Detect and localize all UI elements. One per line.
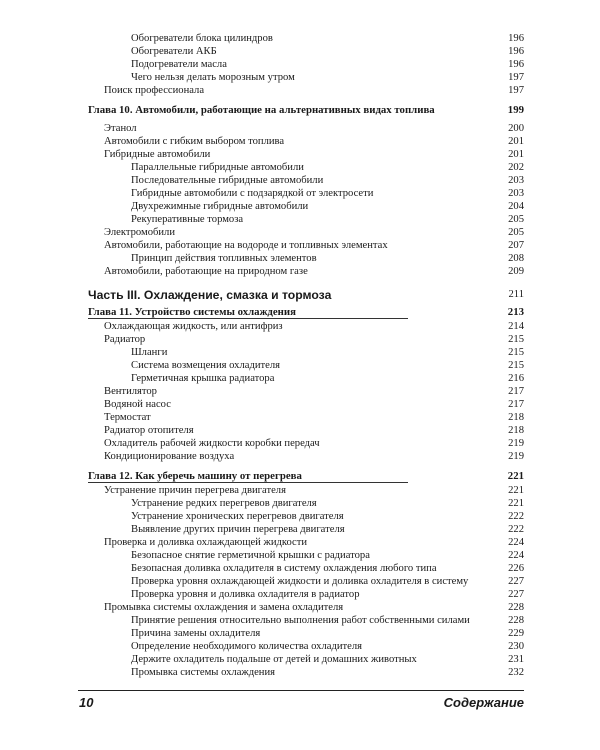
toc-entry-title: Охлаждающая жидкость, или антифриз	[104, 321, 283, 332]
toc-entry	[104, 450, 524, 464]
toc-entry-page: 219	[508, 438, 524, 449]
toc-entry-title: Глава 12. Как уберечь машину от перегрева	[88, 470, 302, 482]
toc-entry-title: Герметичная крышка радиатора	[131, 373, 275, 384]
toc-entry	[131, 549, 524, 563]
toc-entry-page: 226	[508, 563, 524, 574]
toc-entry-title: Промывка системы охлаждения	[131, 667, 276, 678]
toc-entry-page: 205	[508, 214, 524, 225]
toc-entry-page: 221	[508, 498, 524, 509]
toc-entry-title: Принятие решения относительно выполнения работ собственными силами	[131, 615, 470, 626]
toc-entry	[104, 226, 524, 240]
toc-entry-title: Кондиционирование воздуха	[104, 451, 235, 462]
toc-entry-title: Обогреватели блока цилиндров	[131, 33, 273, 44]
toc-entry	[104, 84, 524, 98]
toc-entry	[131, 213, 524, 227]
toc-entry	[131, 71, 524, 85]
toc-chapter	[88, 305, 524, 319]
toc-entry-page: 216	[508, 373, 524, 384]
toc-entry-page: 196	[508, 46, 524, 57]
toc-entry-page: 201	[508, 149, 524, 160]
toc-entry-title: Проверка уровня и доливка охладителя в радиатор	[131, 589, 360, 600]
toc-entry-page: 203	[508, 175, 524, 186]
toc-entry-page: 219	[508, 451, 524, 462]
toc-entry-page: 217	[508, 399, 524, 410]
toc-entry	[131, 627, 524, 641]
toc-entry-page: 230	[508, 641, 524, 652]
footer-divider	[78, 690, 524, 691]
toc-entry	[131, 575, 524, 589]
toc-entry	[131, 359, 524, 373]
toc-entry-title: Выявление других причин перегрева двигателя	[131, 524, 345, 535]
toc-entry	[104, 239, 524, 253]
toc-entry-page: 231	[508, 654, 524, 665]
toc-entry-page: 215	[508, 334, 524, 345]
toc-entry	[131, 640, 524, 654]
toc-entry-title: Автомобили с гибким выбором топлива	[104, 136, 285, 147]
toc-entry-page: 203	[508, 188, 524, 199]
toc-entry-title: Этанол	[104, 123, 137, 134]
toc-entry-title: Шланги	[131, 347, 168, 358]
toc-entry-title: Устранение причин перегрева двигателя	[104, 485, 286, 496]
toc-entry	[131, 653, 524, 667]
toc-entry	[131, 372, 524, 386]
toc-entry	[104, 122, 524, 136]
toc-entry-title: Держите охладитель подальше от детей и домашних животных	[131, 654, 417, 665]
toc-entry	[131, 200, 524, 214]
toc-entry	[131, 45, 524, 59]
toc-entry-title: Радиатор отопителя	[104, 425, 194, 436]
toc-entry	[104, 148, 524, 162]
toc-entry-title: Устранение хронических перегревов двигателя	[131, 511, 344, 522]
toc-entry	[131, 666, 524, 680]
toc-entry	[131, 58, 524, 72]
toc-entry-page: 205	[508, 227, 524, 238]
toc-entry-title: Устранение редких перегревов двигателя	[131, 498, 317, 509]
toc-entry-page: 211	[508, 289, 524, 300]
toc-entry-title: Гибридные автомобили	[104, 149, 211, 160]
toc-entry	[104, 484, 524, 498]
toc-entry-page: 214	[508, 321, 524, 332]
toc-entry-page: 202	[508, 162, 524, 173]
toc-entry-title: Безопасная доливка охладителя в систему охлаждения любого типа	[131, 563, 437, 574]
toc-entry-page: 208	[508, 253, 524, 264]
toc-entry	[131, 174, 524, 188]
toc-entry-title: Промывка системы охлаждения и замена охладителя	[104, 602, 344, 613]
toc-entry-page: 207	[508, 240, 524, 251]
toc-entry	[104, 135, 524, 149]
toc-entry-page: 215	[508, 347, 524, 358]
toc-entry-page: 232	[508, 667, 524, 678]
toc-entry-page: 209	[508, 266, 524, 277]
toc-entry-page: 197	[508, 85, 524, 96]
toc-entry	[104, 320, 524, 334]
toc-entry	[104, 398, 524, 412]
toc-entry-page: 201	[508, 136, 524, 147]
toc-entry	[131, 252, 524, 266]
toc-entry	[131, 187, 524, 201]
toc-entry-title: Водяной насос	[104, 399, 171, 410]
toc-entry-title: Система возмещения охладителя	[131, 360, 281, 371]
toc-entry	[131, 510, 524, 524]
toc-entry-title: Двухрежимные гибридные автомобили	[131, 201, 309, 212]
toc-entry-page: 199	[507, 104, 524, 116]
toc-entry	[131, 562, 524, 576]
toc-entry-title: Проверка и доливка охлаждающей жидкости	[104, 537, 308, 548]
toc-entry-title: Проверка уровня охлаждающей жидкости и доливка охладителя в систему	[131, 576, 469, 587]
toc-entry-page: 196	[508, 33, 524, 44]
toc-entry	[104, 424, 524, 438]
toc-entry-title: Последовательные гибридные автомобили	[131, 175, 324, 186]
toc-entry	[131, 346, 524, 360]
toc-entry-page: 213	[507, 306, 524, 318]
toc-entry-page: 221	[508, 485, 524, 496]
toc-entry-title: Радиатор	[104, 334, 146, 345]
toc-entry-title: Термостат	[104, 412, 151, 423]
toc-part	[88, 287, 524, 303]
toc-entry-title: Принцип действия топливных элементов	[131, 253, 317, 264]
toc-entry-page: 228	[508, 615, 524, 626]
toc-entry-page: 222	[508, 511, 524, 522]
toc-entry-page: 224	[508, 550, 524, 561]
toc-entry-page: 217	[508, 386, 524, 397]
toc-entry-title: Автомобили, работающие на природном газе	[104, 266, 308, 277]
toc-entry	[131, 614, 524, 628]
toc-entry-title: Определение необходимого количества охладителя	[131, 641, 363, 652]
toc-entry-title: Поиск профессионала	[104, 85, 205, 96]
toc-entry	[131, 588, 524, 602]
toc-entry-page: 228	[508, 602, 524, 613]
toc-entry-title: Вентилятор	[104, 386, 157, 397]
footer-section-title: Содержание	[443, 695, 524, 710]
toc-entry-title: Охладитель рабочей жидкости коробки передач	[104, 438, 320, 449]
toc-entry	[131, 32, 524, 46]
toc-entry-title: Электромобили	[104, 227, 176, 238]
toc-entry	[131, 497, 524, 511]
toc-entry-title: Причина замены охладителя	[131, 628, 261, 639]
toc-entry-page: 197	[508, 72, 524, 83]
toc-entry-title: Глава 10. Автомобили, работающие на альтернативных видах топлива	[88, 104, 435, 116]
toc-chapter	[88, 103, 524, 117]
toc-entry	[104, 265, 524, 279]
toc-entry-title: Подогреватели масла	[131, 59, 227, 70]
toc-entry-page: 218	[508, 425, 524, 436]
toc-entry	[131, 161, 524, 175]
toc-entry-title: Часть III. Охлаждение, смазка и тормоза	[88, 288, 332, 302]
toc-entry-title: Безопасное снятие герметичной крышки с радиатора	[131, 550, 370, 561]
toc-entry-page: 218	[508, 412, 524, 423]
toc-entry-page: 215	[508, 360, 524, 371]
toc-entry-page: 196	[508, 59, 524, 70]
toc-entry	[104, 411, 524, 425]
toc-entry	[104, 536, 524, 550]
toc-entry-page: 200	[508, 123, 524, 134]
toc-entry-page: 222	[508, 524, 524, 535]
toc-entry-title: Чего нельзя делать морозным утром	[131, 72, 295, 83]
toc-entry-page: 227	[508, 589, 524, 600]
toc-entry-page: 224	[508, 537, 524, 548]
toc-entry-title: Автомобили, работающие на водороде и топливных элементах	[104, 240, 388, 251]
toc-entry-page: 204	[508, 201, 524, 212]
toc-entry	[104, 385, 524, 399]
toc-entry	[104, 437, 524, 451]
toc-entry-title: Глава 11. Устройство системы охлаждения	[88, 306, 296, 318]
toc-entry-page: 229	[508, 628, 524, 639]
toc-entry	[104, 333, 524, 347]
toc-chapter	[88, 469, 524, 483]
toc-entry-title: Гибридные автомобили с подзарядкой от электросети	[131, 188, 374, 199]
toc-entry	[131, 523, 524, 537]
toc-entry-page: 221	[507, 470, 524, 482]
toc-entry	[104, 601, 524, 615]
footer-page-number: 10	[79, 695, 94, 710]
toc-entry-title: Параллельные гибридные автомобили	[131, 162, 304, 173]
toc-entry-title: Обогреватели АКБ	[131, 46, 217, 57]
toc-entry-title: Рекуперативные тормоза	[131, 214, 244, 225]
toc-entry-page: 227	[508, 576, 524, 587]
